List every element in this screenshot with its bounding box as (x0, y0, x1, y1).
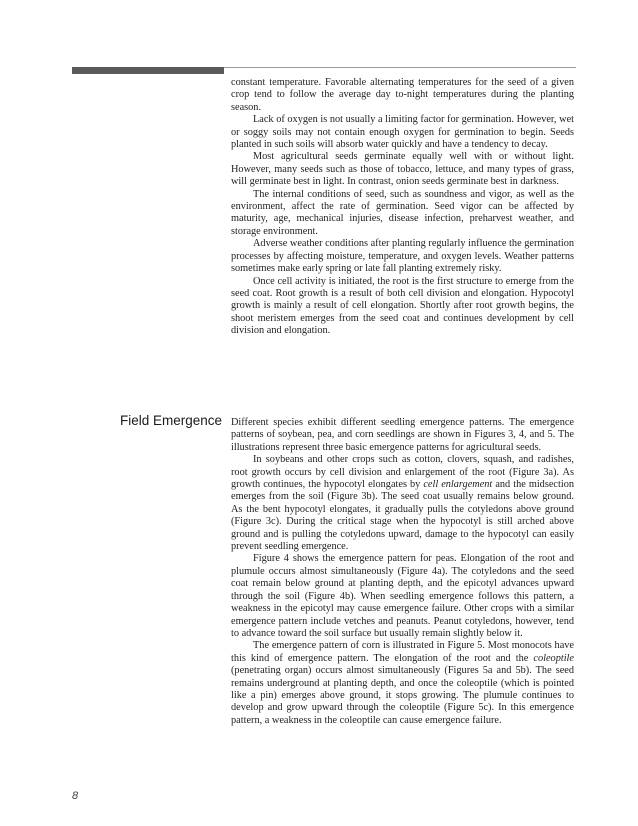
text-block-field-emergence (231, 417, 574, 727)
paragraph: constant temperature. Favorable alternating temperatures for the seed of a given crop tend to follow the average day to-night temperatures during the planting season. (231, 77, 574, 113)
text-run: In soybeans and other crops such as cotton, clovers, squash, and radishes, root growth occurs by cell division and enlargement of the root (Figure 3a). As growth continues, the hypocotyl elongates by (231, 454, 574, 491)
text-run: The emergence pattern of corn is illustrated in Figure 5. Most monocots have this kind of emergence pattern. The elongation of the root and the (231, 640, 574, 664)
header-rule-thin (224, 67, 576, 68)
emphasis: cell enlargement (423, 479, 493, 491)
paragraph: Once cell activity is initiated, the root is the first structure to emerge from the seed coat. Root growth is a result of both cell division and elongation. Hypocotyl growth is mainly a result of cell elongation. Shortly after root growth begins, the shoot meristem emerges from the seed coat and continues development by cell division and elongation. (231, 275, 574, 337)
paragraph: Lack of oxygen is not usually a limiting factor for germination. However, wet or soggy soils may not contain enough oxygen for germination to begin. Seeds planted in such soils will absorb water quickly and have a tendency to decay. (231, 114, 574, 151)
text-run: (penetrating organ) occurs almost simultaneously (Figures 5a and 5b). The seed remains underground at planting depth, and once the coleoptile (which is pointed like a pin) emerges above ground, it stops growing. The plumule continues to develop and grow upward through the coleoptile (Figure 5c). In this emergence pattern, a weakness in the coleoptile can cause emergence failure. (231, 665, 574, 726)
paragraph: Different species exhibit different seedling emergence patterns. The emergence patterns of soybean, pea, and corn seedlings are shown in Figures 3, 4, and 5. The illustrations represent three basic emergence patterns for agricultural seeds. (231, 417, 574, 453)
page-number: 8 (72, 790, 79, 802)
text-block-germination (231, 77, 574, 338)
header-rule-thick (72, 67, 224, 74)
paragraph: Figure 4 shows the emergence pattern for peas. Elongation of the root and plumule occurs almost simultaneously (Figure 4a). The cotyledons and the seed coat remain below ground at planting depth, and the epicotyl advances upward through the soil (Figure 4b). When seedling emergence follows this pattern, a weakness in the epicotyl may cause emergence failure. Other crops with a similar emergence pattern include vetches and peanuts. Peanut cotyledons, however, tend to advance toward the soil surface but usually remain slightly below it. (231, 553, 574, 639)
section-heading: Field Emergence (120, 413, 223, 428)
paragraph: Most agricultural seeds germinate equally well with or without light. However, many seeds such as those of tobacco, lettuce, and many types of grass, will germinate best in light. In contrast, onion seeds germinate best in darkness. (231, 151, 574, 188)
paragraph (231, 454, 574, 553)
paragraph (231, 640, 574, 727)
text-run: and the midsection emerges from the soil (Figure 3b). The seed coat usually remains below ground. As the bent hypocotyl elongates, it gradually pulls the cotyledons above ground (Figure 3c). During the critical stage when the hypocotyl is still arched above ground and is pulling the cotyledons upward, damage to the hypocotyl can easily prevent seedling emergence. (231, 479, 575, 553)
emphasis: coleoptile (533, 652, 574, 664)
paragraph: The internal conditions of seed, such as soundness and vigor, as well as the environment, affect the rate of germination. Seed vigor can be affected by maturity, age, mechanical injuries, disease infection, preharvest weather, and storage environment. (231, 188, 574, 237)
paragraph: Adverse weather conditions after planting regularly influence the germination processes by affecting moisture, temperature, and oxygen levels. Weather patterns sometimes make early spring or late fall planting extremely risky. (231, 238, 574, 275)
